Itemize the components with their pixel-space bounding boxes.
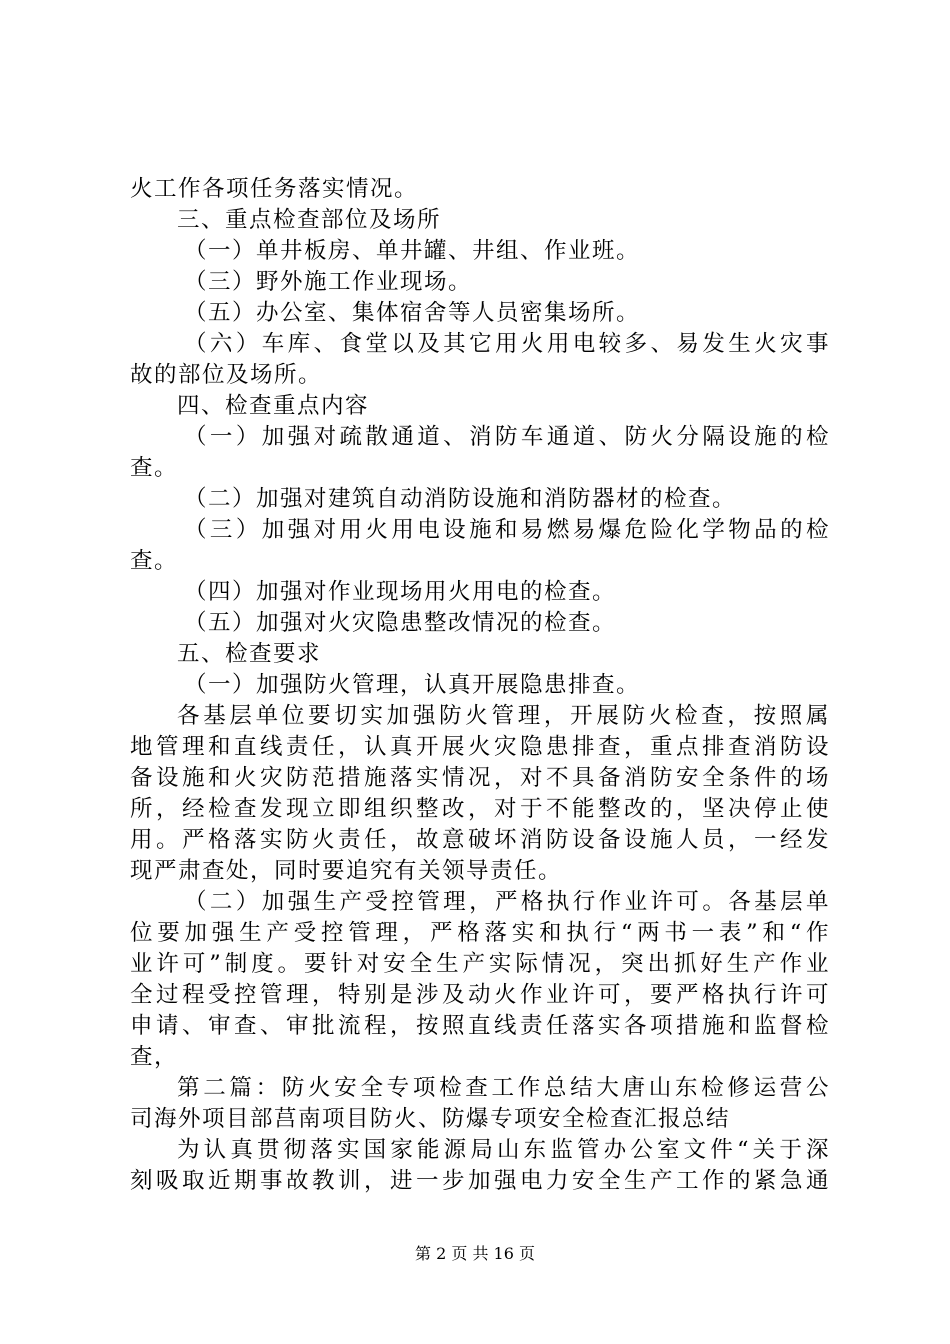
- text-line: 查。: [130, 455, 179, 481]
- body-text: [130, 174, 830, 1197]
- text-line: 第二篇：防火安全专项检查工作总结大唐山东检修运营公: [177, 1075, 830, 1101]
- text-line: （四）加强对作业现场用火用电的检查。: [184, 579, 617, 605]
- text-line: 四、检查重点内容: [177, 393, 370, 419]
- text-line: （一）单井板房、单井罐、井组、作业班。: [184, 238, 641, 264]
- text-line: （一）加强对疏散通道、消防车通道、防火分隔设施的检: [184, 424, 830, 450]
- text-line: （三）野外施工作业现场。: [184, 269, 473, 295]
- text-line: 各基层单位要切实加强防火管理，开展防火检查，按照属: [177, 703, 830, 729]
- text-line: 查，: [130, 1044, 179, 1070]
- text-line: 备设施和火灾防范措施落实情况，对不具备消防安全条件的场: [130, 765, 830, 791]
- text-line: 用。严格落实防火责任，故意破坏消防设备设施人员，一经发: [130, 827, 830, 853]
- text-line: 五、检查要求: [177, 641, 322, 667]
- text-line: 三、重点检查部位及场所: [177, 207, 442, 233]
- text-line: 位要加强生产受控管理，严格落实和执行“两书一表”和“作: [130, 920, 830, 946]
- text-line: 为认真贯彻落实国家能源局山东监管办公室文件“关于深: [177, 1137, 830, 1163]
- text-line: 查。: [130, 548, 179, 574]
- text-line: 地管理和直线责任，认真开展火灾隐患排查，重点排查消防设: [130, 734, 830, 760]
- text-line: （五）办公室、集体宿舍等人员密集场所。: [184, 300, 641, 326]
- text-line: 火工作各项任务落实情况。: [130, 176, 419, 202]
- text-line: 故的部位及场所。: [130, 362, 323, 388]
- text-line: 司海外项目部莒南项目防火、防爆专项安全检查汇报总结: [130, 1106, 731, 1132]
- page-footer: 第 2 页 共 16 页: [415, 1244, 535, 1263]
- text-line: （一）加强防火管理，认真开展隐患排查。: [184, 672, 641, 698]
- text-line: （二）加强对建筑自动消防设施和消防器材的检查。: [184, 486, 737, 512]
- text-line: （五）加强对火灾隐患整改情况的检查。: [184, 610, 617, 636]
- text-line: 全过程受控管理，特别是涉及动火作业许可，要严格执行许可: [130, 982, 830, 1008]
- text-line: 刻吸取近期事故教训，进一步加强电力安全生产工作的紧急通: [130, 1168, 830, 1194]
- text-line: 业许可”制度。要针对安全生产实际情况，突出抓好生产作业: [130, 951, 830, 977]
- text-line: 所，经检查发现立即组织整改，对于不能整改的，坚决停止使: [130, 796, 830, 822]
- text-line: 申请、审查、审批流程，按照直线责任落实各项措施和监督检: [130, 1013, 830, 1039]
- text-line: （三）加强对用火用电设施和易燃易爆危险化学物品的检: [184, 517, 830, 543]
- text-line: （二）加强生产受控管理，严格执行作业许可。各基层单: [184, 889, 830, 915]
- text-line: 现严肃查处，同时要追究有关领导责任。: [130, 858, 563, 884]
- text-line: （六）车库、食堂以及其它用火用电较多、易发生火灾事: [184, 331, 830, 357]
